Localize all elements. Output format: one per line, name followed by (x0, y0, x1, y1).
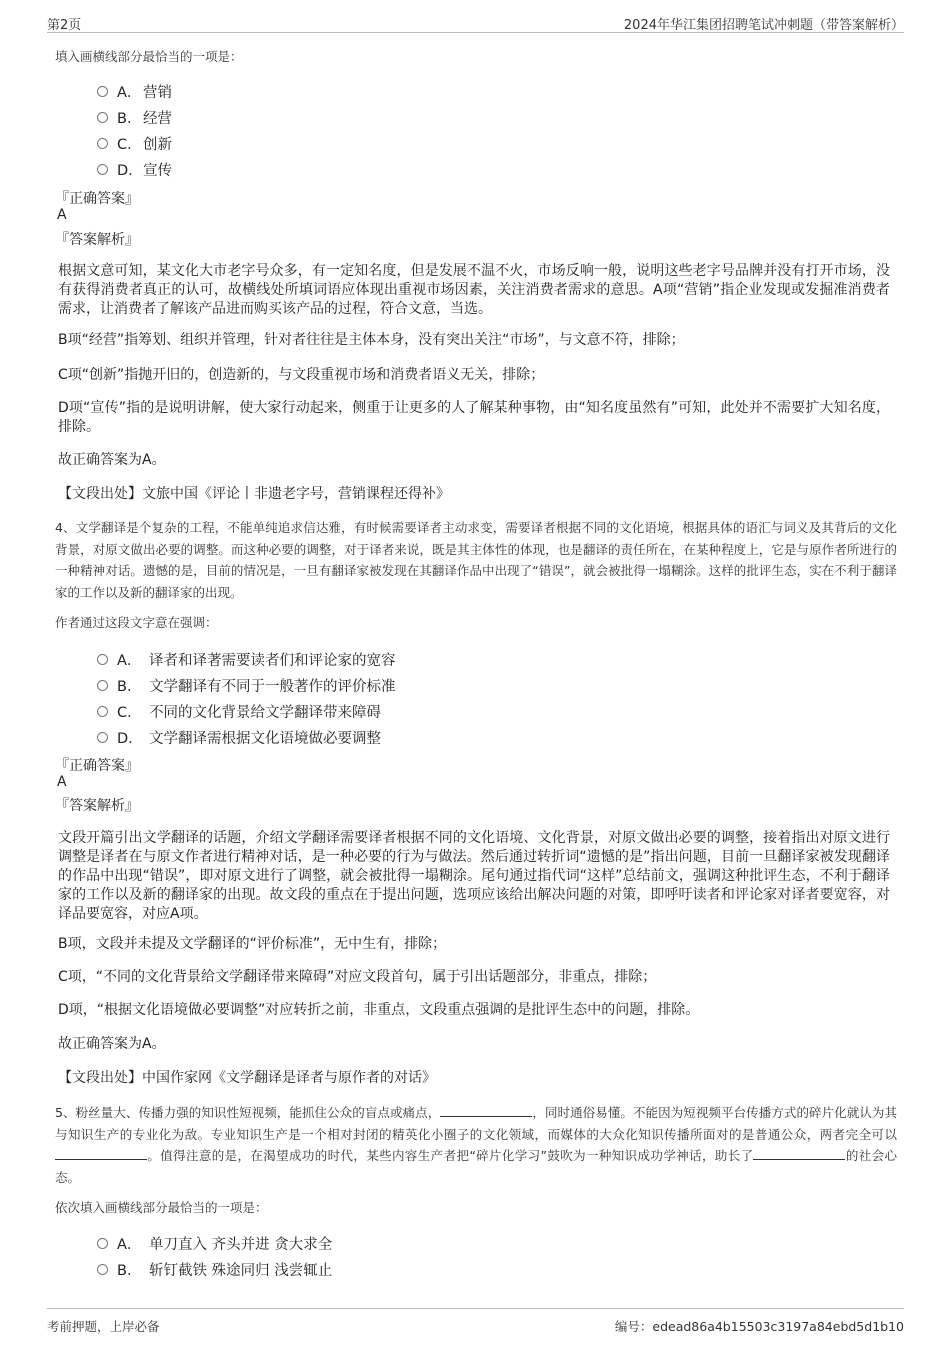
document-title: 2024年华江集团招聘笔试冲刺题（带答案解析） (623, 18, 904, 33)
radio-icon[interactable] (97, 112, 108, 123)
q4-answer: A (57, 774, 67, 790)
q4-analysis-para-2: B项，文段并未提及文学翻译的“评价标准”，无中生有，排除； (58, 936, 447, 952)
radio-icon[interactable] (97, 164, 108, 175)
q4-analysis-para-1: 文段开篇引出文学翻译的话题，介绍文学翻译需要译者根据不同的文化语境、文化背景，对原文做出必要的调整，接着指出对原文进行调整是译者在与原文作者进行精神对话，是一种必要的行为与做法。然后通过转折词“遗憾的是”指出问题，目前一旦翻译家被发现翻译的作品中出现“错误”，即对原文进行了调整，就会被批得一塌糊涂。尾句通过指代词“这样”总结前文，强调这种批评生态，不利于翻译家的工作以及新的翻译家的出现。故文段的重点在于提出问题，选项应该给出解决问题的对策，即呼吁读者和评论家对译者要宽容，对译品要宽容，对应A项。 (58, 830, 890, 922)
document-id: 编号：edead86a4b15503c3197a84ebd5d1b10 (614, 1319, 904, 1334)
page-footer (47, 1308, 904, 1339)
q5-option-a[interactable]: A． 单刀直入 齐头并进 贪大求全 (97, 1232, 332, 1254)
q4-analysis-conclusion: 故正确答案为A。 (58, 1036, 166, 1052)
radio-icon[interactable] (97, 1238, 108, 1249)
q3-option-b[interactable]: B． 经营 (97, 106, 172, 128)
footer-slogan: 考前押题，上岸必备 (47, 1319, 160, 1334)
radio-icon[interactable] (97, 1264, 108, 1275)
q4-option-c[interactable]: C． 不同的文化背景给文学翻译带来障碍 (97, 700, 381, 722)
q4-passage: 4、文学翻译是个复杂的工程，不能单纯追求信达雅，有时候需要译者主动求变，需要译者根据不同的文化语境，根据具体的语汇与词义及其背后的文化背景，对原文做出必要的调整。而这种必要的调整，对于译者来说，既是其主体性的体现，也是翻译的责任所在，在某种程度上，它是与原作者所进行的一种精神对话。遗憾的是，目前的情况是，一旦有翻译家被发现在其翻译作品中出现了“错误”，就会被批得一塌糊涂。这样的批评生态，实在不利于翻译家的工作以及新的翻译家的出现。 (55, 520, 897, 600)
q5-passage: 5、粉丝量大、传播力强的知识性短视频，能抓住公众的盲点或痛点， ，同时通俗易懂。不能因为短视频平台传播方式的碎片化就认为其与知识生产的专业化为敌。专业知识生产是一个相对封闭的精英化小圈子的文化领域，而媒体的大众化知识传播所面对的是普通公众，两者完全可以。值得注意的是，在渴望成功的时代，某些内容生产者把“碎片化学习”鼓吹为一种知识成功学神话，助长了 的社会心态。 (55, 1105, 897, 1185)
radio-icon[interactable] (97, 732, 108, 743)
q4-option-a[interactable]: A． 译者和译著需要读者们和评论家的宽容 (97, 648, 396, 670)
q3-analysis-para-1: 根据文意可知，某文化大市老字号众多，有一定知名度，但是发展不温不火，市场反响一般，说明这些老字号品牌并没有打开市场，没有获得消费者真正的认可，故横线处所填词语应体现出重视市场因素，关注消费者需求的意思。A项“营销”指企业发现或发掘准消费者需求，让消费者了解该产品进而购买该产品的过程，符合文意，当选。 (58, 263, 890, 317)
q3-analysis-para-2: B项“经营”指筹划、组织并管理，针对者往往是主体本身，没有突出关注“市场”，与文意不符，排除； (58, 332, 685, 348)
radio-icon[interactable] (97, 654, 108, 665)
q4-analysis-para-3: C项，“不同的文化背景给文学翻译带来障碍”对应文段首句，属于引出话题部分，非重点，排除； (58, 969, 657, 985)
fill-blank-1[interactable] (440, 1103, 532, 1117)
q3-analysis-conclusion: 故正确答案为A。 (58, 452, 166, 468)
q5-option-b[interactable]: B． 斩钉截铁 殊途同归 浅尝辄止 (97, 1258, 332, 1280)
q3-analysis-para-3: C项“创新”指抛开旧的，创造新的，与文段重视市场和消费者语义无关，排除； (58, 367, 545, 383)
q4-analysis-para-4: D项，“根据文化语境做必要调整”对应转折之前，非重点，文段重点强调的是批评生态中的问题，排除。 (58, 1002, 700, 1018)
q3-source: 【文段出处】文旅中国《评论丨非遗老字号，营销课程还得补》 (58, 486, 450, 502)
q3-prompt: 填入画横线部分最恰当的一项是： (55, 49, 243, 64)
q3-analysis-label: 『答案解析』 (55, 232, 139, 248)
q4-answer-label: 『正确答案』 (55, 758, 139, 774)
page-number: 第2页 (47, 18, 82, 33)
fill-blank-2[interactable] (55, 1146, 147, 1160)
q4-option-b[interactable]: B． 文学翻译有不同于一般著作的评价标准 (97, 674, 396, 696)
q3-option-d[interactable]: D． 宣传 (97, 158, 172, 180)
fill-blank-3[interactable] (753, 1146, 845, 1160)
q3-answer: A (57, 207, 67, 223)
q4-prompt: 作者通过这段文字意在强调： (55, 615, 218, 630)
q3-option-c[interactable]: C． 创新 (97, 132, 172, 154)
radio-icon[interactable] (97, 680, 108, 691)
q4-option-d[interactable]: D． 文学翻译需根据文化语境做必要调整 (97, 726, 381, 748)
q5-prompt: 依次填入画横线部分最恰当的一项是： (55, 1200, 268, 1215)
q3-analysis-para-4: D项“宣传”指的是说明讲解，使大家行动起来，侧重于让更多的人了解某种事物，由“知名度虽然有”可知，此处并不需要扩大知名度，排除。 (58, 400, 890, 435)
radio-icon[interactable] (97, 138, 108, 149)
q3-option-a[interactable]: A． 营销 (97, 80, 172, 102)
radio-icon[interactable] (97, 86, 108, 97)
page-header (47, 8, 904, 33)
q4-source: 【文段出处】中国作家网《文学翻译是译者与原作者的对话》 (58, 1070, 436, 1086)
q4-analysis-label: 『答案解析』 (55, 798, 139, 814)
q3-answer-label: 『正确答案』 (55, 191, 139, 207)
radio-icon[interactable] (97, 706, 108, 717)
